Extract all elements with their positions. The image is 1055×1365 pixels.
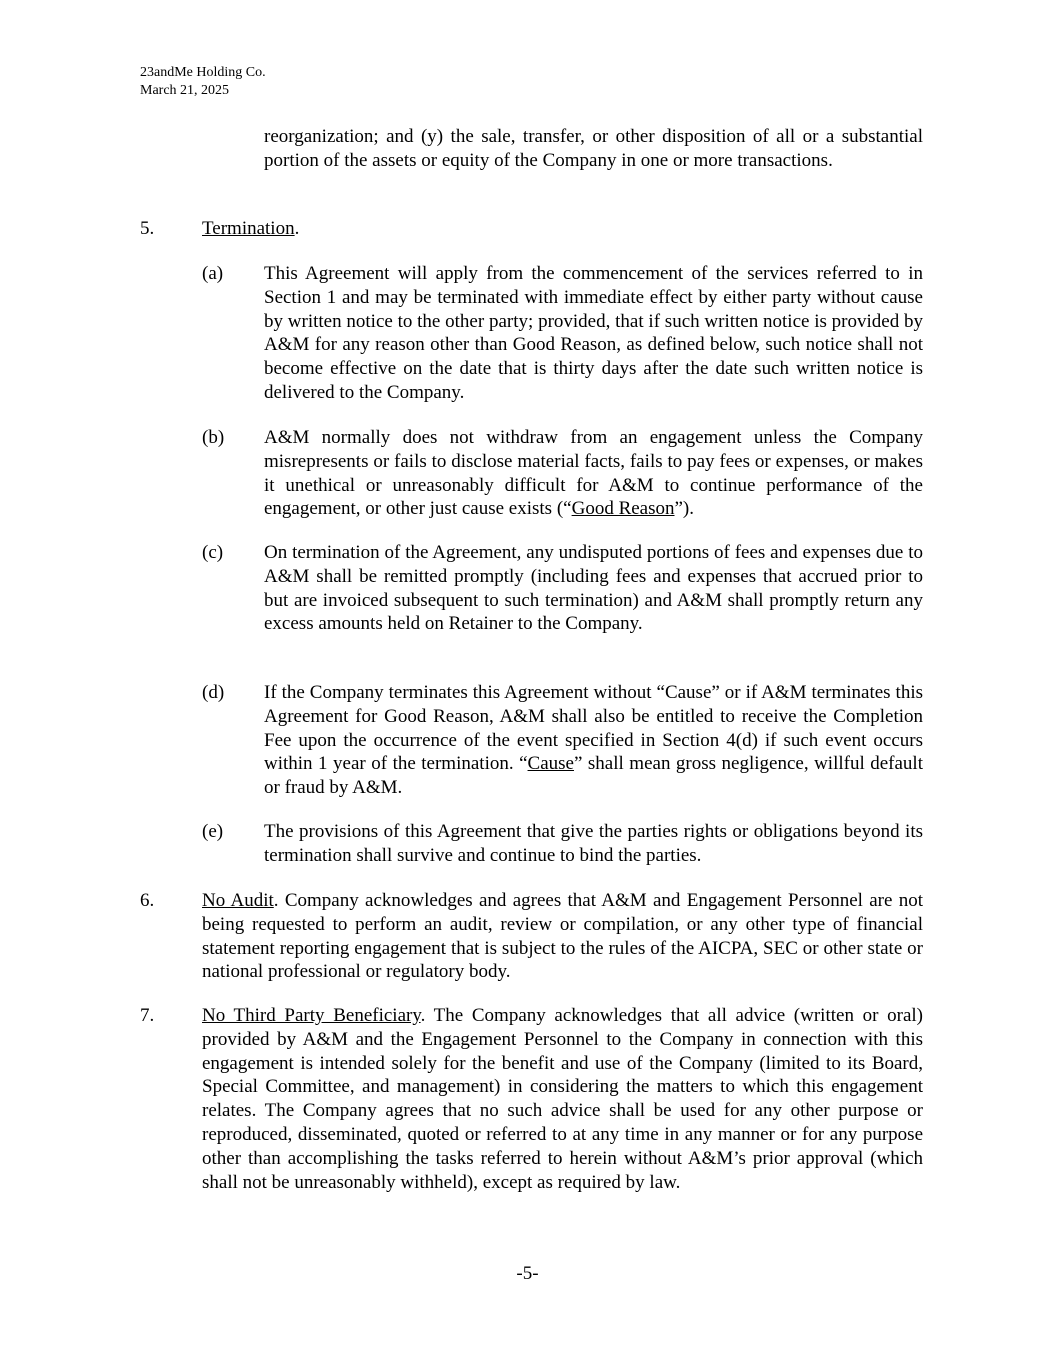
section-7-title: No Third Party Beneficiary (202, 1005, 421, 1026)
item-5b-text-before: A&M normally does not withdraw from an engagement unless the Company misrepresents or fails to disclose material facts, fails to pay fees or expenses, or makes it unethical or unreasonably difficult for A&M to continue performance of the engagement, or other just cause exists (“ (264, 427, 923, 520)
item-5b-text (264, 426, 923, 521)
section-7-paragraph (202, 1004, 923, 1194)
item-5b-label: (b) (202, 427, 225, 448)
item-5a-text: This Agreement will apply from the commencement of the services referred to in Section 1 and may be terminated with immediate effect by either party without cause by written notice to the other party; provided, that if such written notice is provided by A&M for any reason other than Good Reason, as defined below, such notice shall not become effective on the date that is thirty days after the date such written notice is delivered to the Company. (264, 263, 923, 403)
item-5c-text: On termination of the Agreement, any undisputed portions of fees and expenses due to A&M shall be remitted promptly (including fees and expenses that accrued prior to but are invoiced subsequent to such termination) and A&M shall promptly return any excess amounts held on Retainer to the Company. (264, 542, 923, 635)
continuation-paragraph: reorganization; and (y) the sale, transfer, or other disposition of all or a substantial portion of the assets or equity of the Company in one or more transactions. (264, 126, 923, 171)
page-number: -5- (516, 1263, 539, 1284)
section-6-text: . Company acknowledges and agrees that A&M and Engagement Personnel are not being requested to perform an audit, review or compilation, or any other type of financial statement reporting engagement that is subject to the rules of the AICPA, SEC or other state or national professional or regulatory body. (202, 890, 923, 983)
item-5d-text-after: ” shall mean gross negligence, willful default or fraud by A&M. (264, 753, 923, 799)
item-5b-text-after: ”). (674, 498, 695, 520)
page-header (140, 64, 266, 100)
item-5a-label: (a) (202, 263, 224, 284)
section-5-title-end: . (294, 218, 300, 239)
item-5d-text-before: If the Company terminates this Agreement without “Cause” or if A&M terminates this Agreement for Good Reason, A&M shall also be entitled to receive the Completion Fee upon the occurrence of the event specified in Section 4(d) if such event occurs within 1 year of the termination. “ (264, 682, 923, 775)
item-5d-text (264, 681, 923, 800)
item-5d-label: (d) (202, 682, 225, 703)
item-5e-label: (e) (202, 821, 224, 842)
header-date: March 21, 2025 (140, 83, 230, 98)
good-reason-term: Good Reason (571, 498, 675, 520)
section-6-number: 6. (140, 890, 155, 911)
section-5-title: Termination (202, 218, 295, 239)
header-company: 23andMe Holding Co. (140, 65, 266, 80)
cause-term: Cause (527, 753, 574, 775)
section-5-heading (202, 217, 299, 241)
item-5c-label: (c) (202, 542, 224, 563)
section-7-number: 7. (140, 1005, 155, 1026)
section-6-title: No Audit (202, 890, 274, 911)
section-7-text: . The Company acknowledges that all advice (written or oral) provided by A&M and the Engagement Personnel to the Company in connection with this engagement is intended solely for the benefit and use of the Company (limited to its Board, Special Committee, and management) in considering the matters to which this engagement relates. The Company agrees that no such advice shall be used for any other purpose or reproduced, disseminated, quoted or referred to at any time in any manner or for any purpose other than accomplishing the tasks referred to herein without A&M’s prior approval (which shall not be unreasonably withheld), except as required by law. (202, 1005, 923, 1193)
section-5-number: 5. (140, 218, 155, 239)
item-5e-text: The provisions of this Agreement that give the parties rights or obligations beyond its termination shall survive and continue to bind the parties. (264, 821, 923, 866)
section-6-paragraph (202, 889, 923, 984)
